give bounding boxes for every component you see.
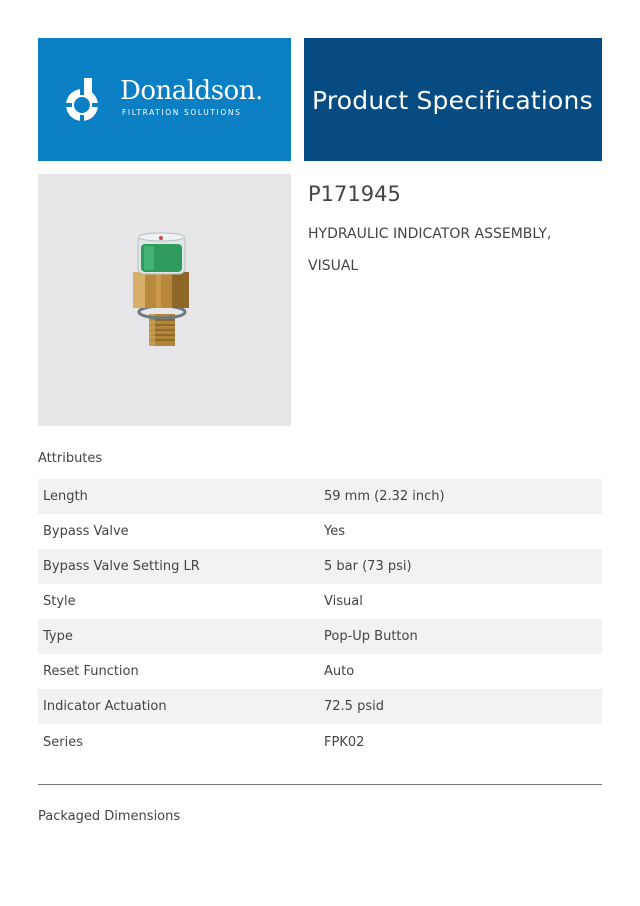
attribute-value: Auto bbox=[324, 664, 355, 679]
attribute-value: Pop-Up Button bbox=[324, 629, 418, 644]
attribute-name: Length bbox=[43, 489, 88, 504]
table-row bbox=[38, 514, 602, 549]
brand-tagline: FILTRATION SOLUTIONS bbox=[122, 108, 242, 117]
table-row bbox=[38, 654, 602, 689]
part-description: HYDRAULIC INDICATOR ASSEMBLY, VISUAL bbox=[308, 226, 552, 274]
table-row bbox=[38, 689, 602, 724]
part-number: P171945 bbox=[308, 182, 401, 206]
header-banner bbox=[304, 38, 602, 161]
section-divider bbox=[38, 784, 602, 785]
attribute-name: Type bbox=[43, 629, 73, 644]
attribute-value: 5 bar (73 psi) bbox=[324, 559, 412, 574]
attribute-name: Bypass Valve Setting LR bbox=[43, 559, 200, 574]
packaged-dimensions-heading: Packaged Dimensions bbox=[38, 809, 181, 824]
table-row bbox=[38, 584, 602, 619]
table-row bbox=[38, 619, 602, 654]
attribute-value: 72.5 psid bbox=[324, 699, 384, 714]
attributes-table bbox=[38, 479, 602, 761]
attribute-name: Style bbox=[43, 594, 76, 609]
donaldson-logo-mark-icon bbox=[63, 78, 101, 122]
product-photo bbox=[38, 174, 291, 426]
attribute-value: Visual bbox=[324, 594, 363, 609]
attribute-name: Reset Function bbox=[43, 664, 139, 679]
attributes-heading: Attributes bbox=[38, 451, 103, 466]
page-title: Product Specifications bbox=[312, 86, 593, 115]
attribute-name: Series bbox=[43, 735, 83, 750]
table-row bbox=[38, 549, 602, 584]
attribute-value: Yes bbox=[324, 524, 345, 539]
indicator-assembly-image bbox=[38, 174, 291, 426]
brand-logo bbox=[38, 38, 291, 161]
brand-name: Donaldson. bbox=[120, 76, 263, 106]
attribute-name: Bypass Valve bbox=[43, 524, 129, 539]
table-row bbox=[38, 479, 602, 514]
attribute-value: FPK02 bbox=[324, 735, 365, 750]
attribute-value: 59 mm (2.32 inch) bbox=[324, 489, 445, 504]
table-row bbox=[38, 724, 602, 761]
attribute-name: Indicator Actuation bbox=[43, 699, 167, 714]
